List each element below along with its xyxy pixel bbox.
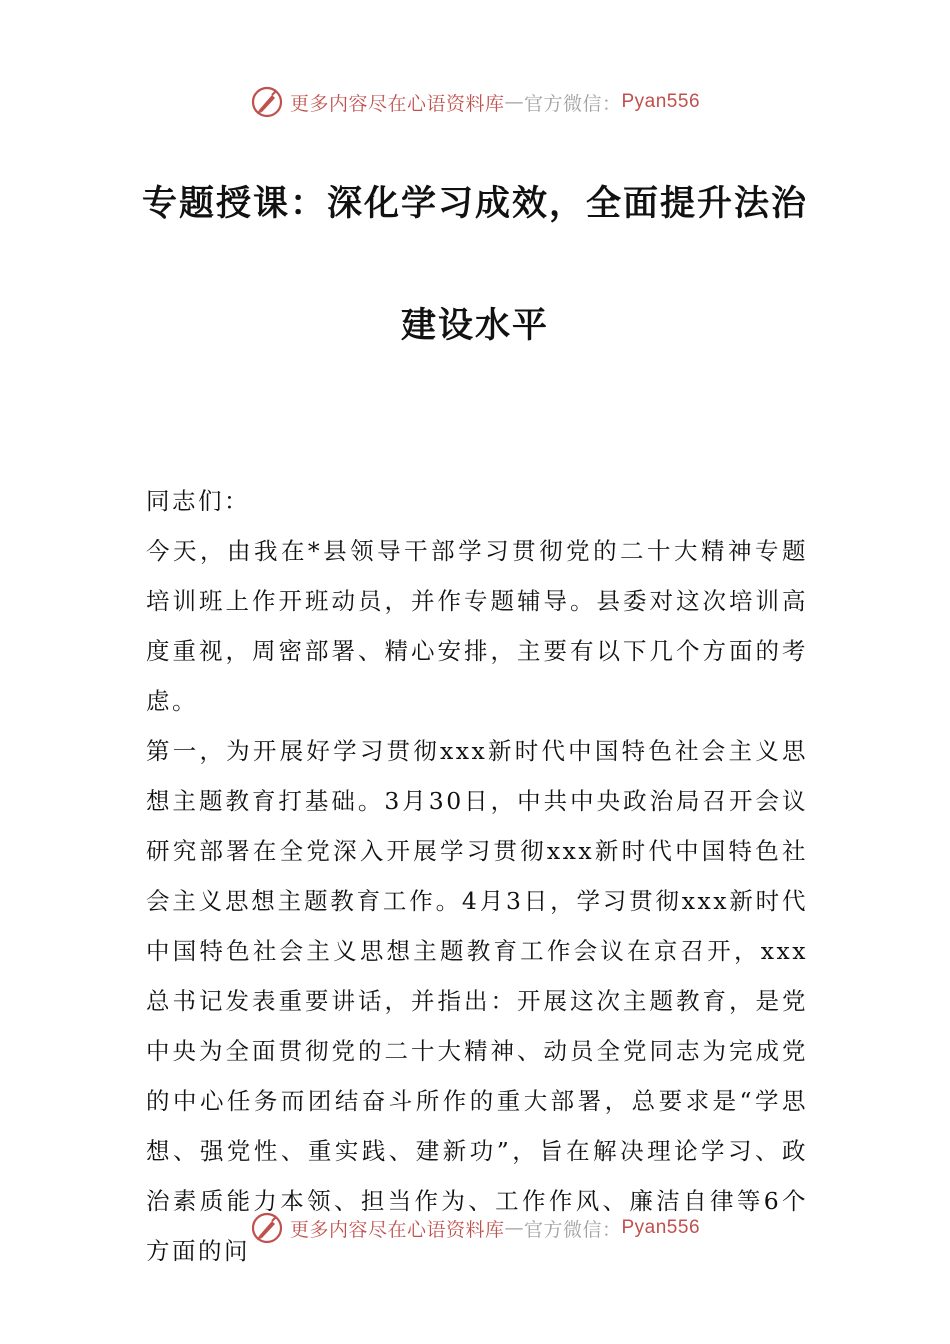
document-body	[146, 476, 808, 1276]
pen-logo-icon	[250, 85, 284, 119]
watermark-main-text: 更多内容尽在心语资料库	[289, 92, 505, 115]
watermark-wechat-label: 官方微信：	[523, 92, 622, 115]
footer-watermark	[0, 1208, 950, 1248]
watermark-main-text: 更多内容尽在心语资料库	[289, 1218, 505, 1241]
watermark-dash: —	[504, 1217, 524, 1239]
watermark-wechat-id: Pyan556	[621, 91, 701, 112]
watermark-dash: —	[504, 91, 524, 113]
watermark-wechat-id: Pyan556	[621, 1217, 701, 1238]
header-watermark	[0, 82, 950, 122]
watermark-wechat-label: 官方微信：	[523, 1218, 622, 1241]
paragraph: 今天，由我在*县领导干部学习贯彻党的二十大精神专题培训班上作开班动员，并作专题辅导。县委对这次培训高度重视，周密部署、精心安排，主要有以下几个方面的考虑。	[146, 537, 808, 715]
pen-logo-icon	[250, 1211, 284, 1245]
salutation: 同志们：	[146, 487, 250, 515]
document-title-line-2: 建设水平	[400, 306, 549, 346]
document-title-line-1: 专题授课：深化学习成效，全面提升法治	[141, 184, 808, 224]
paragraph: 第一，为开展好学习贯彻xxx新时代中国特色社会主义思想主题教育打基础。3月30日，中共中央政治局召开会议研究部署在全党深入开展学习贯彻xxx新时代中国特色社会主义思想主题教育工作。4月3日，学习贯彻xxx新时代中国特色社会主义思想主题教育工作会议在京召开，xxx总书记发表重要讲话，并指出：开展这次主题教育，是党中央为全面贯彻党的二十大精神、动员全党同志为完成党的中心任务而团结奋斗所作的重大部署，总要求是“学思想、强党性、重实践、建新功”，旨在解决理论学习、政治素质能力本领、担当作为、工作作风、廉洁自律等6个方面的问	[146, 737, 808, 1265]
